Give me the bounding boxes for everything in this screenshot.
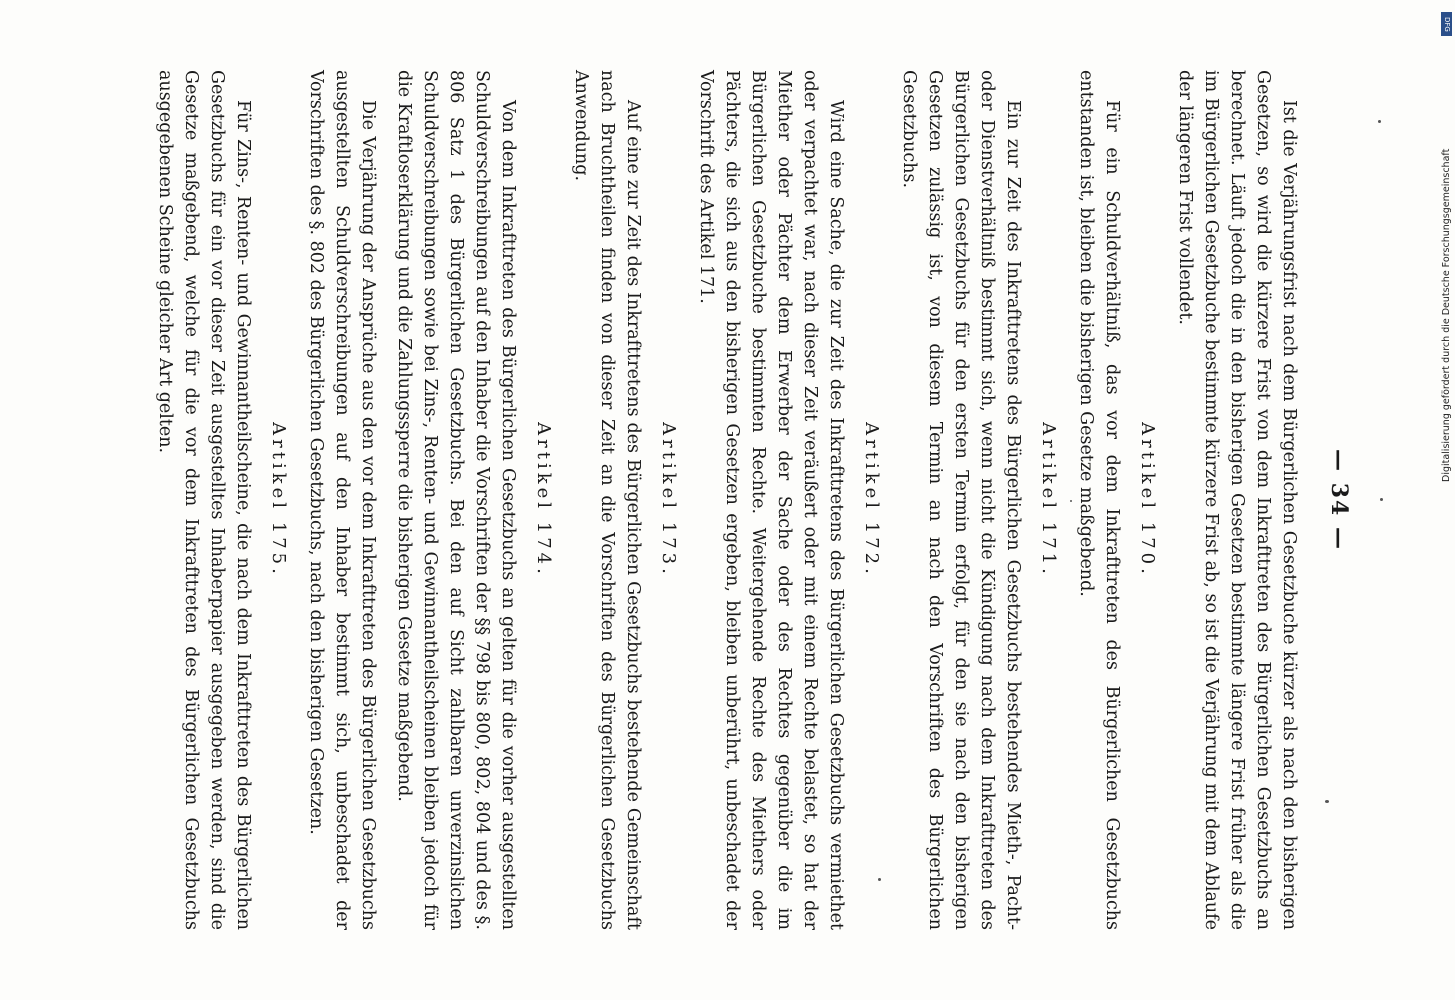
dfg-logo: DFG xyxy=(1441,12,1452,36)
page-body xyxy=(142,70,1302,930)
article-171-text: Ein zur Zeit des Inkrafttretens des Bürgerlichen Gesetzbuchs bestehendes Mieth-, Pacht- oder Dienstverhältniß bestimmt sich, wenn nicht die Kündigung nach dem Inkrafttreten des Bürgerlichen Gesetzbuchs für den ersten Termin erfolgt, für den sie nach den bisherigen Gesetzen zulässig ist, von diesem Termin an nach den Vorschriften des Bürgerlichen Gesetzbuchs. xyxy=(899,70,1023,930)
article-170-text: Für ein Schuldverhältniß, das vor dem Inkrafttreten des Bürgerlichen Gesetzbuchs entstanden ist, bleiben die bisherigen Gesetze maßgebend. xyxy=(1076,70,1122,930)
scan-speck xyxy=(1380,498,1383,501)
article-174-text-2: Die Verjährung der Ansprüche aus den vor dem Inkrafttreten des Bürgerlichen Gesetzbuchs ausgestellten Schuldverschreibungen auf den Inhaber bestimmt sich, unbeschadet der Vorschriften des §. 802 des Bürgerlichen Gesetzbuchs, nach den bisherigen Gesetzen. xyxy=(306,70,378,930)
article-170-heading: Artikel 170. xyxy=(1137,422,1158,578)
scan-speck xyxy=(878,878,881,881)
rotated-page xyxy=(82,70,1372,930)
article-172-text: Wird eine Sache, die zur Zeit des Inkrafttretens des Bürgerlichen Gesetzbuchs vermiethet oder verpachtet war, nach dieser Zeit veräußert oder mit einem Rechte belastet, so hat der Miether oder Pächter dem Erwerber der Sache oder des Rechtes gegenüber die im Bürgerlichen Gesetzbuche bestimmten Rechte. Weitergehende Rechte des Miethers oder Pächters, die sich aus den bisherigen Gesetzen ergeben, bleiben unberührt, unbeschadet der Vorschrift des Artikel 171. xyxy=(696,70,846,930)
article-172-heading: Artikel 172. xyxy=(861,422,882,578)
article-175-heading: Artikel 175. xyxy=(268,422,289,578)
opening-paragraph: Ist die Verjährungsfrist nach dem Bürgerlichen Gesetzbuche kürzer als nach den bisherigen Gesetzen, so wird die kürzere Frist von dem Inkrafttreten des Bürgerlichen Gesetzbuchs an berechnet. Läuft jedoch die in den bisherigen Gesetzen bestimmte längere Frist früher als die im Bürgerlichen Gesetzbuche bestimmte kürzere Frist ab, so ist die Verjährung mit dem Ablaufe der längeren Frist vollendet. xyxy=(1175,70,1299,930)
article-173-heading: Artikel 173. xyxy=(658,422,679,578)
article-174-text: Von dem Inkrafttreten des Bürgerlichen Gesetzbuchs an gelten für die vorher ausgestellten Schuldverschreibungen auf den Inhaber die Vorschriften der §§ 798 bis 800, 802, 804 und des §. 806 Satz 1 des Bürgerlichen Gesetzbuchs. Bei den auf Sicht zahlbaren unverzinslichen Schuldverschreibungen sowie bei Zins-, Renten- und Gewinnantheilscheinen bleiben jedoch für die Kraftloserklärung und die Zahlungssperre die bisherigen Gesetze maßgebend. xyxy=(394,70,518,930)
scan-speck xyxy=(1070,500,1072,502)
article-173-text: Auf eine zur Zeit des Inkrafttretens des Bürgerlichen Gesetzbuchs bestehende Gemeinschaft nach Bruchtheilen finden von dieser Zeit an die Vorschriften des Bürgerlichen Gesetzbuchs Anwendung. xyxy=(571,70,643,930)
scan-speck xyxy=(1378,120,1381,123)
article-174-heading: Artikel 174. xyxy=(533,422,554,578)
digitization-credit: Digitalisierung gefördert durch die Deutsche Forschungsgemeinschaft xyxy=(1441,148,1452,482)
scan-speck xyxy=(1325,800,1329,803)
article-175-text: Für Zins-, Renten- und Gewinnantheilscheine, die nach dem Inkrafttreten des Bürgerlichen Gesetzbuchs für ein vor dieser Zeit ausgestelltes Inhaberpapier ausgegeben werden, sind die Gesetze maßgebend, welche für die vor dem Inkrafttreten des Bürgerlichen Gesetzbuchs ausgegebenen Scheine gleicher Art gelten. xyxy=(155,70,253,930)
article-171-heading: Artikel 171. xyxy=(1038,422,1059,578)
page-number-header: — 34 — xyxy=(1326,449,1352,551)
